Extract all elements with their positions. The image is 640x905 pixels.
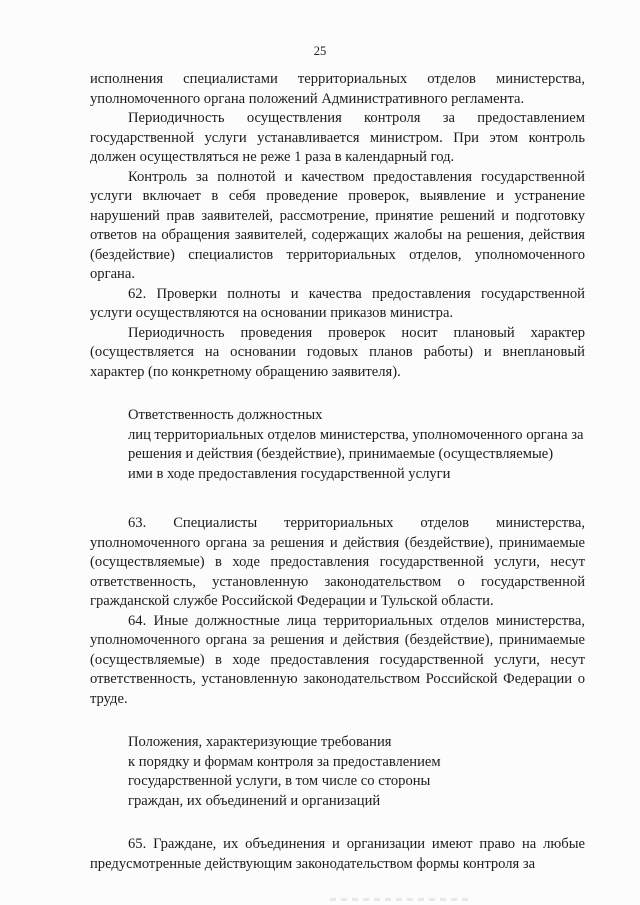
heading-line: Положения, характеризующие требования: [128, 734, 392, 750]
paragraph: 64. Иные должностные лица территориальных отделов министерства, уполномоченного органа за решения и действия (бездействие), принимаемые (осуществляемые) в ходе предоставления государственной услуги, несут ответственность, установленную законодательством Российской Федерации о труде.: [90, 612, 585, 707]
heading-line: к порядку и формам контроля за предоставлением: [128, 753, 441, 770]
paragraph: Контроль за полнотой и качеством предоставления государственной услуги включает в себя проведение проверок, выявление и устранение нарушений прав заявителей, рассмотрение, принятие решений и подготовку ответов на обращения заявителей, содержащих жалобы на решения, действия (бездействие) специалистов территориальных отделов, уполномоченного органа.: [90, 168, 585, 282]
paragraph: исполнения специалистами территориальных отделов министерства, уполномоченного органа положений Административного регламента.: [90, 71, 585, 107]
heading-line: решения и действия (бездействие), принимаемые (осуществляемые): [128, 446, 554, 462]
paragraph: Периодичность осуществления контроля за предоставлением государственной услуги устанавливается министром. При этом контроль должен осуществляться не реже 1 раза в календарный год.: [90, 110, 585, 165]
paragraph: 63. Специалисты территориальных отделов министерства, уполномоченного органа за решения и действия (бездействие), принимаемые (осуществляемые) в ходе предоставления государственной услуги, несут ответственность, установленную законодательством о государственной гражданской службе Российской Федерации и Тульской области.: [90, 515, 585, 609]
section-heading-control-provisions: [90, 733, 585, 811]
scan-artifact: [330, 898, 470, 901]
page-number: 25: [313, 44, 327, 58]
document-body: [90, 70, 585, 874]
heading-line: государственной услуги, в том числе со стороны: [128, 773, 431, 789]
section-paragraphs-a: [90, 70, 585, 382]
paragraph: 65. Граждане, их объединения и организации имеют право на любые предусмотренные действующим законодательством формы контроля за: [90, 836, 585, 872]
heading-line: лиц территориальных отделов министерства, уполномоченного органа за: [128, 426, 584, 443]
paragraph: 62. Проверки полноты и качества предоставления государственной услуги осуществляются на основании приказов министра.: [90, 285, 585, 321]
section-paragraphs-c: [90, 835, 585, 874]
section-paragraphs-b: [90, 514, 585, 709]
heading-line: граждан, их объединений и организаций: [128, 792, 381, 809]
heading-line: Ответственность должностных: [128, 407, 323, 423]
paragraph: Периодичность проведения проверок носит плановый характер (осуществляется на основании годовых планов работы) и внеплановый характер (по конкретному обращению заявителя).: [90, 324, 585, 380]
section-heading-responsibility: [90, 406, 585, 484]
heading-line: ими в ходе предоставления государственной услуги: [128, 465, 451, 482]
